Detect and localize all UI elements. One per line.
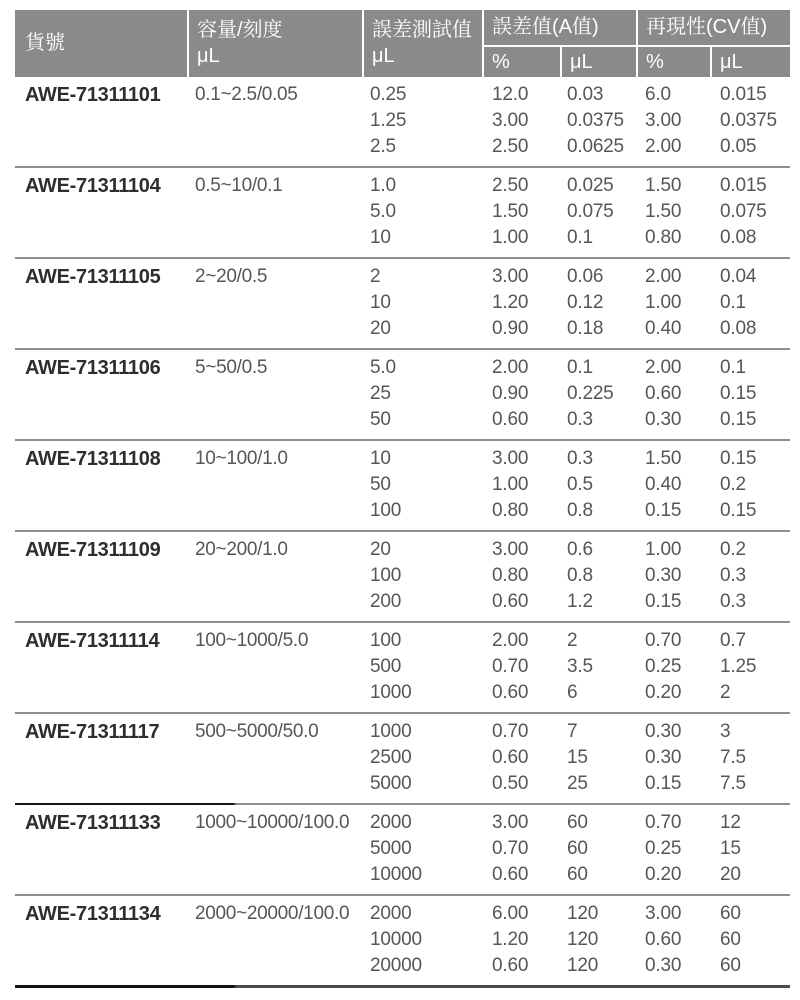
cv-pct-value: 0.70 bbox=[645, 630, 682, 651]
error-pct-value: 2.00 bbox=[492, 630, 529, 651]
test-volume-stack bbox=[364, 355, 484, 433]
cv-pct-stack bbox=[638, 82, 712, 160]
error-pct-value: 0.90 bbox=[492, 318, 529, 339]
cv-pct-value: 0.40 bbox=[645, 318, 682, 339]
error-pct-stack bbox=[484, 810, 562, 888]
error-ul-value: 0.075 bbox=[567, 201, 614, 222]
test-volume-value: 5.0 bbox=[370, 201, 396, 222]
cv-ul-value: 0.015 bbox=[720, 84, 767, 105]
test-volume-value: 2000 bbox=[370, 903, 412, 924]
capacity-range: 1000~10000/100.0 bbox=[195, 812, 350, 833]
test-volume-value: 200 bbox=[370, 591, 402, 612]
cv-pct-value: 3.00 bbox=[645, 110, 682, 131]
error-pct-value: 3.00 bbox=[492, 539, 529, 560]
cv-pct-value: 1.00 bbox=[645, 292, 682, 313]
error-pct-stack bbox=[484, 82, 562, 160]
cv-pct-value: 3.00 bbox=[645, 903, 682, 924]
error-pct-value: 0.50 bbox=[492, 773, 529, 794]
pipette-spec-table bbox=[15, 10, 790, 988]
test-volume-stack bbox=[364, 628, 484, 706]
test-volume-value: 20000 bbox=[370, 955, 422, 976]
error-ul-value: 60 bbox=[567, 838, 588, 859]
error-pct-value: 0.60 bbox=[492, 955, 529, 976]
test-volume-value: 2 bbox=[370, 266, 381, 287]
error-ul-value: 120 bbox=[567, 903, 599, 924]
header-capacity-label: 容量/刻度 bbox=[197, 19, 283, 41]
cv-ul-value: 15 bbox=[720, 838, 741, 859]
header-test-volume-unit: μL bbox=[372, 45, 395, 67]
cv-ul-value: 20 bbox=[720, 864, 741, 885]
error-pct-stack bbox=[484, 264, 562, 342]
error-pct-stack bbox=[484, 446, 562, 524]
error-ul-stack bbox=[562, 82, 638, 160]
header-cv-pct-label: % bbox=[646, 50, 664, 73]
test-volume-stack bbox=[364, 264, 484, 342]
cv-pct-stack bbox=[638, 355, 712, 433]
header-product-code-label: 貨號 bbox=[25, 32, 65, 54]
header-error-group bbox=[484, 10, 636, 45]
error-ul-value: 2 bbox=[567, 630, 578, 651]
header-cv-group-label: 再現性(CV值) bbox=[646, 16, 768, 38]
cv-ul-value: 7.5 bbox=[720, 747, 746, 768]
cv-ul-stack bbox=[712, 810, 790, 888]
cv-pct-value: 0.15 bbox=[645, 500, 682, 521]
error-pct-value: 0.60 bbox=[492, 682, 529, 703]
group-row bbox=[15, 77, 790, 166]
error-ul-value: 120 bbox=[567, 955, 599, 976]
group-row bbox=[15, 168, 790, 257]
test-volume-value: 10 bbox=[370, 448, 391, 469]
error-pct-stack bbox=[484, 355, 562, 433]
test-volume-value: 0.25 bbox=[370, 84, 407, 105]
cv-pct-stack bbox=[638, 628, 712, 706]
cv-pct-value: 1.00 bbox=[645, 539, 682, 560]
error-ul-stack bbox=[562, 537, 638, 615]
cv-pct-value: 0.30 bbox=[645, 721, 682, 742]
cv-ul-stack bbox=[712, 537, 790, 615]
cv-pct-value: 2.00 bbox=[645, 136, 682, 157]
cv-ul-value: 0.7 bbox=[720, 630, 746, 651]
test-volume-value: 100 bbox=[370, 500, 402, 521]
error-ul-value: 60 bbox=[567, 812, 588, 833]
header-product-code bbox=[15, 10, 187, 77]
cv-ul-value: 0.1 bbox=[720, 357, 746, 378]
cv-ul-value: 0.15 bbox=[720, 383, 757, 404]
header-error-group-label: 誤差值(A值) bbox=[492, 16, 599, 38]
test-volume-stack bbox=[364, 810, 484, 888]
error-pct-value: 3.00 bbox=[492, 266, 529, 287]
cv-ul-value: 60 bbox=[720, 903, 741, 924]
cv-ul-value: 3 bbox=[720, 721, 731, 742]
test-volume-value: 5000 bbox=[370, 773, 412, 794]
cv-pct-value: 0.70 bbox=[645, 812, 682, 833]
header-test-volume-label: 誤差測試值 bbox=[372, 19, 472, 41]
header-cv-ul bbox=[712, 47, 790, 77]
cv-ul-value: 0.0375 bbox=[720, 110, 777, 131]
table-body bbox=[15, 77, 790, 988]
error-ul-value: 0.06 bbox=[567, 266, 604, 287]
header-error-pct-label: % bbox=[492, 50, 510, 73]
separator bbox=[15, 985, 790, 988]
error-pct-stack bbox=[484, 901, 562, 979]
group-row bbox=[15, 623, 790, 712]
error-ul-value: 0.8 bbox=[567, 565, 593, 586]
cv-ul-value: 0.15 bbox=[720, 500, 757, 521]
error-pct-value: 3.00 bbox=[492, 110, 529, 131]
test-volume-value: 1.25 bbox=[370, 110, 407, 131]
cv-ul-stack bbox=[712, 628, 790, 706]
capacity-range: 100~1000/5.0 bbox=[195, 630, 309, 651]
group-row bbox=[15, 532, 790, 621]
error-ul-value: 3.5 bbox=[567, 656, 593, 677]
error-ul-value: 0.0625 bbox=[567, 136, 624, 157]
capacity-range: 5~50/0.5 bbox=[195, 357, 268, 378]
error-pct-stack bbox=[484, 719, 562, 797]
cv-ul-value: 0.3 bbox=[720, 565, 746, 586]
error-ul-value: 25 bbox=[567, 773, 588, 794]
error-ul-value: 0.1 bbox=[567, 227, 593, 248]
cv-pct-value: 1.50 bbox=[645, 201, 682, 222]
product-code: AWE-71311114 bbox=[25, 630, 160, 652]
header-error-ul bbox=[562, 47, 636, 77]
error-pct-value: 1.50 bbox=[492, 201, 529, 222]
cv-pct-stack bbox=[638, 264, 712, 342]
product-code: AWE-71311134 bbox=[25, 903, 161, 925]
error-pct-value: 0.70 bbox=[492, 838, 529, 859]
error-pct-value: 12.0 bbox=[492, 84, 529, 105]
error-pct-stack bbox=[484, 537, 562, 615]
error-pct-value: 1.00 bbox=[492, 227, 529, 248]
error-pct-value: 0.90 bbox=[492, 383, 529, 404]
error-ul-value: 0.3 bbox=[567, 409, 593, 430]
test-volume-value: 2000 bbox=[370, 812, 412, 833]
cv-pct-value: 0.30 bbox=[645, 565, 682, 586]
product-code: AWE-71311106 bbox=[25, 357, 161, 379]
test-volume-value: 10000 bbox=[370, 929, 422, 950]
cv-pct-value: 0.80 bbox=[645, 227, 682, 248]
product-code: AWE-71311109 bbox=[25, 539, 161, 561]
group-row bbox=[15, 805, 790, 894]
header-error-pct bbox=[484, 47, 560, 77]
cv-ul-stack bbox=[712, 82, 790, 160]
product-code: AWE-71311117 bbox=[25, 721, 160, 743]
group-row bbox=[15, 350, 790, 439]
error-ul-stack bbox=[562, 810, 638, 888]
cv-ul-stack bbox=[712, 901, 790, 979]
header-test-volume bbox=[364, 10, 482, 77]
group-row bbox=[15, 714, 790, 803]
cv-ul-value: 0.15 bbox=[720, 409, 757, 430]
error-ul-value: 0.0375 bbox=[567, 110, 624, 131]
cv-pct-value: 0.20 bbox=[645, 682, 682, 703]
cv-ul-value: 0.08 bbox=[720, 318, 757, 339]
cv-pct-value: 1.50 bbox=[645, 175, 682, 196]
error-ul-value: 0.225 bbox=[567, 383, 614, 404]
error-ul-value: 0.8 bbox=[567, 500, 593, 521]
cv-pct-value: 0.30 bbox=[645, 955, 682, 976]
error-ul-value: 1.2 bbox=[567, 591, 593, 612]
cv-ul-value: 12 bbox=[720, 812, 741, 833]
test-volume-value: 100 bbox=[370, 630, 402, 651]
error-pct-value: 0.60 bbox=[492, 747, 529, 768]
test-volume-stack bbox=[364, 82, 484, 160]
test-volume-value: 100 bbox=[370, 565, 402, 586]
error-ul-value: 0.6 bbox=[567, 539, 593, 560]
group-row bbox=[15, 259, 790, 348]
test-volume-stack bbox=[364, 446, 484, 524]
test-volume-value: 1000 bbox=[370, 682, 412, 703]
capacity-range: 0.1~2.5/0.05 bbox=[195, 84, 298, 105]
error-ul-stack bbox=[562, 173, 638, 251]
error-ul-value: 0.3 bbox=[567, 448, 593, 469]
cv-pct-value: 6.0 bbox=[645, 84, 671, 105]
error-ul-stack bbox=[562, 719, 638, 797]
error-ul-value: 7 bbox=[567, 721, 578, 742]
capacity-range: 20~200/1.0 bbox=[195, 539, 288, 560]
product-code: AWE-71311108 bbox=[25, 448, 161, 470]
product-code: AWE-71311101 bbox=[25, 84, 161, 106]
test-volume-stack bbox=[364, 173, 484, 251]
product-code: AWE-71311104 bbox=[25, 175, 161, 197]
error-pct-value: 0.60 bbox=[492, 864, 529, 885]
test-volume-value: 10 bbox=[370, 292, 391, 313]
cv-ul-value: 0.3 bbox=[720, 591, 746, 612]
cv-pct-value: 0.15 bbox=[645, 591, 682, 612]
cv-pct-value: 0.60 bbox=[645, 929, 682, 950]
product-code: AWE-71311133 bbox=[25, 812, 161, 834]
table-header bbox=[15, 10, 790, 77]
test-volume-value: 1.0 bbox=[370, 175, 396, 196]
capacity-range: 0.5~10/0.1 bbox=[195, 175, 283, 196]
error-ul-stack bbox=[562, 901, 638, 979]
test-volume-value: 10 bbox=[370, 227, 391, 248]
error-pct-value: 2.50 bbox=[492, 136, 529, 157]
cv-ul-stack bbox=[712, 446, 790, 524]
error-pct-value: 0.60 bbox=[492, 591, 529, 612]
error-pct-value: 0.70 bbox=[492, 721, 529, 742]
test-volume-value: 10000 bbox=[370, 864, 422, 885]
cv-pct-value: 0.30 bbox=[645, 747, 682, 768]
error-pct-value: 0.60 bbox=[492, 409, 529, 430]
capacity-range: 10~100/1.0 bbox=[195, 448, 288, 469]
product-code: AWE-71311105 bbox=[25, 266, 161, 288]
cv-pct-stack bbox=[638, 446, 712, 524]
error-pct-value: 1.20 bbox=[492, 929, 529, 950]
cv-pct-value: 1.50 bbox=[645, 448, 682, 469]
error-ul-stack bbox=[562, 264, 638, 342]
error-ul-value: 15 bbox=[567, 747, 588, 768]
cv-ul-value: 0.1 bbox=[720, 292, 746, 313]
capacity-range: 500~5000/50.0 bbox=[195, 721, 319, 742]
cv-ul-value: 0.015 bbox=[720, 175, 767, 196]
error-ul-value: 60 bbox=[567, 864, 588, 885]
group-row bbox=[15, 896, 790, 985]
cv-ul-value: 60 bbox=[720, 955, 741, 976]
error-ul-value: 120 bbox=[567, 929, 599, 950]
cv-pct-value: 2.00 bbox=[645, 357, 682, 378]
test-volume-value: 1000 bbox=[370, 721, 412, 742]
header-error-ul-label: μL bbox=[570, 50, 593, 73]
error-pct-value: 2.00 bbox=[492, 357, 529, 378]
cv-ul-value: 2 bbox=[720, 682, 731, 703]
cv-ul-value: 0.04 bbox=[720, 266, 757, 287]
error-ul-stack bbox=[562, 355, 638, 433]
cv-pct-value: 0.30 bbox=[645, 409, 682, 430]
test-volume-value: 50 bbox=[370, 474, 391, 495]
cv-ul-stack bbox=[712, 719, 790, 797]
cv-ul-value: 60 bbox=[720, 929, 741, 950]
error-ul-value: 0.025 bbox=[567, 175, 614, 196]
header-capacity-unit: μL bbox=[197, 45, 220, 67]
error-ul-value: 0.03 bbox=[567, 84, 604, 105]
cv-pct-value: 0.25 bbox=[645, 656, 682, 677]
cv-pct-stack bbox=[638, 173, 712, 251]
header-cv-ul-label: μL bbox=[720, 50, 743, 73]
cv-ul-value: 0.15 bbox=[720, 448, 757, 469]
cv-pct-value: 0.25 bbox=[645, 838, 682, 859]
error-pct-stack bbox=[484, 173, 562, 251]
test-volume-value: 5.0 bbox=[370, 357, 396, 378]
capacity-range: 2~20/0.5 bbox=[195, 266, 268, 287]
cv-pct-value: 0.15 bbox=[645, 773, 682, 794]
test-volume-stack bbox=[364, 719, 484, 797]
error-ul-stack bbox=[562, 628, 638, 706]
test-volume-value: 2.5 bbox=[370, 136, 396, 157]
test-volume-stack bbox=[364, 901, 484, 979]
error-ul-value: 0.5 bbox=[567, 474, 593, 495]
cv-ul-stack bbox=[712, 264, 790, 342]
error-pct-value: 0.80 bbox=[492, 565, 529, 586]
cv-ul-value: 0.05 bbox=[720, 136, 757, 157]
cv-pct-stack bbox=[638, 810, 712, 888]
group-row bbox=[15, 441, 790, 530]
error-pct-value: 6.00 bbox=[492, 903, 529, 924]
cv-pct-value: 0.60 bbox=[645, 383, 682, 404]
cv-ul-stack bbox=[712, 355, 790, 433]
cv-pct-value: 0.20 bbox=[645, 864, 682, 885]
test-volume-value: 20 bbox=[370, 539, 391, 560]
test-volume-value: 500 bbox=[370, 656, 402, 677]
test-volume-value: 20 bbox=[370, 318, 391, 339]
error-pct-value: 0.70 bbox=[492, 656, 529, 677]
test-volume-value: 2500 bbox=[370, 747, 412, 768]
cv-ul-value: 1.25 bbox=[720, 656, 757, 677]
test-volume-value: 25 bbox=[370, 383, 391, 404]
header-cv-group bbox=[638, 10, 790, 45]
error-ul-stack bbox=[562, 446, 638, 524]
capacity-range: 2000~20000/100.0 bbox=[195, 903, 350, 924]
error-pct-value: 1.00 bbox=[492, 474, 529, 495]
header-capacity bbox=[189, 10, 362, 77]
cv-pct-value: 2.00 bbox=[645, 266, 682, 287]
error-pct-value: 0.80 bbox=[492, 500, 529, 521]
test-volume-value: 50 bbox=[370, 409, 391, 430]
cv-ul-value: 7.5 bbox=[720, 773, 746, 794]
error-ul-value: 6 bbox=[567, 682, 578, 703]
cv-pct-stack bbox=[638, 537, 712, 615]
error-ul-value: 0.18 bbox=[567, 318, 604, 339]
cv-ul-stack bbox=[712, 173, 790, 251]
error-ul-value: 0.1 bbox=[567, 357, 593, 378]
cv-ul-value: 0.2 bbox=[720, 474, 746, 495]
cv-ul-value: 0.08 bbox=[720, 227, 757, 248]
error-pct-stack bbox=[484, 628, 562, 706]
error-pct-value: 2.50 bbox=[492, 175, 529, 196]
cv-pct-value: 0.40 bbox=[645, 474, 682, 495]
cv-ul-value: 0.2 bbox=[720, 539, 746, 560]
cv-pct-stack bbox=[638, 901, 712, 979]
cv-pct-stack bbox=[638, 719, 712, 797]
error-pct-value: 3.00 bbox=[492, 448, 529, 469]
test-volume-stack bbox=[364, 537, 484, 615]
cv-ul-value: 0.075 bbox=[720, 201, 767, 222]
error-pct-value: 1.20 bbox=[492, 292, 529, 313]
header-cv-pct bbox=[638, 47, 710, 77]
error-ul-value: 0.12 bbox=[567, 292, 604, 313]
test-volume-value: 5000 bbox=[370, 838, 412, 859]
error-pct-value: 3.00 bbox=[492, 812, 529, 833]
